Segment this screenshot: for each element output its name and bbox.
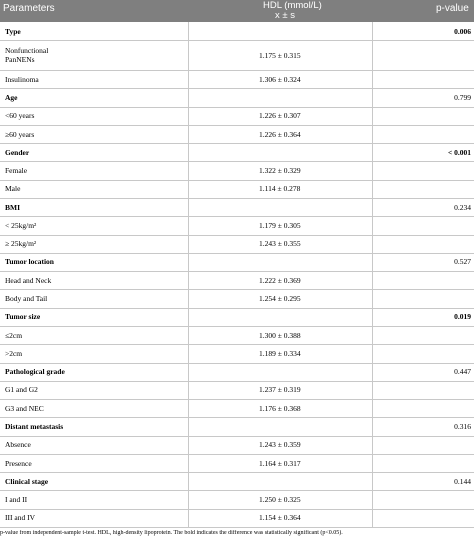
subgroup-label: Female [5, 166, 28, 176]
subgroup-label: III and IV [5, 513, 35, 523]
subgroup-label: Insulinoma [5, 74, 39, 84]
hdl-value: 1.243 ± 0.355 [259, 239, 301, 249]
column-divider [372, 436, 373, 454]
subgroup-label: < 25kg/m² [5, 220, 37, 230]
table-row [0, 125, 474, 143]
table-group-row [0, 472, 474, 490]
column-divider [188, 180, 189, 198]
table-group-row [0, 308, 474, 326]
column-divider [372, 235, 373, 253]
table-row [0, 235, 474, 253]
subgroup-label: <60 years [5, 111, 35, 121]
hdl-value: 1.243 ± 0.359 [259, 440, 301, 450]
p-value: 0.006 [454, 26, 471, 36]
column-divider [188, 326, 189, 344]
subgroup-label: Presence [5, 458, 32, 468]
column-divider [188, 289, 189, 307]
column-divider [372, 216, 373, 234]
column-divider [372, 180, 373, 198]
table-group-row [0, 88, 474, 106]
column-divider [188, 381, 189, 399]
column-divider [372, 454, 373, 472]
table-row [0, 454, 474, 472]
column-divider [188, 253, 189, 271]
column-divider [188, 399, 189, 417]
column-divider [372, 399, 373, 417]
table-group-row [0, 22, 474, 40]
p-value: 0.019 [454, 312, 471, 322]
column-divider [372, 509, 373, 527]
subgroup-label: Absence [5, 440, 31, 450]
column-divider [372, 88, 373, 106]
hdl-value: 1.175 ± 0.315 [259, 50, 301, 60]
group-label: Clinical stage [5, 476, 49, 486]
table-group-row [0, 143, 474, 161]
column-divider [188, 198, 189, 216]
table-group-row [0, 253, 474, 271]
column-divider [188, 490, 189, 508]
subgroup-label: ≥60 years [5, 129, 35, 139]
header-hdl: HDL (mmol/L) [263, 0, 322, 11]
p-value: 0.234 [454, 202, 471, 212]
table-row [0, 381, 474, 399]
column-divider [372, 40, 373, 70]
table-row [0, 180, 474, 198]
column-divider [372, 472, 373, 490]
group-label: BMI [5, 202, 20, 212]
group-label: Gender [5, 147, 30, 157]
p-value: 0.144 [454, 476, 471, 486]
hdl-value: 1.164 ± 0.317 [259, 458, 301, 468]
column-divider [188, 454, 189, 472]
hdl-value: 1.114 ± 0.278 [259, 184, 301, 194]
table-row [0, 107, 474, 125]
subgroup-label: G1 and G2 [5, 385, 38, 395]
column-divider [188, 22, 189, 40]
table-row [0, 436, 474, 454]
column-divider [188, 125, 189, 143]
p-value: 0.799 [454, 92, 471, 102]
column-divider [372, 344, 373, 362]
hdl-value: 1.222 ± 0.369 [259, 275, 301, 285]
subgroup-label: G3 and NEC [5, 403, 44, 413]
subgroup-label: Nonfunctional PanNENs [5, 46, 49, 65]
subgroup-label: >2cm [5, 348, 23, 358]
table-row [0, 509, 474, 527]
column-divider [188, 216, 189, 234]
table-header [0, 0, 474, 22]
group-label: Distant metastasis [5, 421, 64, 431]
table-row [0, 271, 474, 289]
column-divider [372, 289, 373, 307]
column-divider [188, 509, 189, 527]
header-parameters: Parameters [3, 3, 55, 14]
column-divider [372, 70, 373, 88]
p-value: < 0.001 [447, 147, 471, 157]
column-divider [188, 70, 189, 88]
column-divider [188, 143, 189, 161]
table-row [0, 326, 474, 344]
group-label: Type [5, 26, 21, 36]
group-label: Tumor size [5, 312, 41, 322]
column-divider [188, 161, 189, 179]
table-footnote: p-value from independent-sample t-test. HDL, high-density lipoprotein. The bold indicates the difference was statistically significant (p<0.05). [0, 530, 343, 536]
group-label: Pathological grade [5, 367, 65, 377]
hdl-value: 1.179 ± 0.305 [259, 220, 301, 230]
table-row [0, 344, 474, 362]
hdl-value: 1.237 ± 0.319 [259, 385, 301, 395]
subgroup-label: ≥ 25kg/m² [5, 239, 37, 249]
column-divider [372, 381, 373, 399]
p-value: 0.447 [454, 367, 471, 377]
group-label: Tumor location [5, 257, 54, 267]
hdl-value: 1.306 ± 0.324 [259, 74, 301, 84]
subgroup-label: Body and Tail [5, 294, 48, 304]
hdl-value: 1.226 ± 0.307 [259, 111, 301, 121]
table-group-row [0, 198, 474, 216]
column-divider [188, 40, 189, 70]
column-divider [372, 107, 373, 125]
table-row [0, 216, 474, 234]
column-divider [372, 490, 373, 508]
column-divider [372, 125, 373, 143]
column-divider [372, 417, 373, 435]
p-value: 0.316 [454, 421, 471, 431]
column-divider [372, 271, 373, 289]
table-row [0, 289, 474, 307]
hdl-value: 1.254 ± 0.295 [259, 294, 301, 304]
header-hdl-unit: x ± s [275, 9, 295, 21]
column-divider [188, 363, 189, 381]
p-value: 0.527 [454, 257, 471, 267]
table-row [0, 40, 474, 70]
column-divider [188, 235, 189, 253]
subgroup-label: I and II [5, 495, 28, 505]
column-divider [188, 88, 189, 106]
column-divider [372, 198, 373, 216]
column-divider [372, 253, 373, 271]
subgroup-label: Head and Neck [5, 275, 52, 285]
column-divider [372, 326, 373, 344]
subgroup-label: Male [5, 184, 21, 194]
hdl-value: 1.250 ± 0.325 [259, 495, 301, 505]
hdl-value: 1.226 ± 0.364 [259, 129, 301, 139]
table-row [0, 399, 474, 417]
column-divider [372, 143, 373, 161]
column-divider [188, 436, 189, 454]
column-divider [372, 161, 373, 179]
group-label: Age [5, 92, 18, 102]
column-divider [188, 271, 189, 289]
column-divider [188, 472, 189, 490]
hdl-value: 1.176 ± 0.368 [259, 403, 301, 413]
subgroup-label: ≤2cm [5, 330, 23, 340]
column-divider [372, 22, 373, 40]
table-group-row [0, 417, 474, 435]
hdl-value: 1.189 ± 0.334 [259, 348, 301, 358]
hdl-value: 1.154 ± 0.364 [259, 513, 301, 523]
hdl-value: 1.322 ± 0.329 [259, 166, 301, 176]
table-row [0, 70, 474, 88]
table-row [0, 161, 474, 179]
column-divider [188, 417, 189, 435]
column-divider [188, 308, 189, 326]
row-divider [0, 527, 474, 528]
column-divider [188, 344, 189, 362]
hdl-value: 1.300 ± 0.388 [259, 330, 301, 340]
header-pvalue: p-value [436, 3, 469, 14]
table-group-row [0, 363, 474, 381]
column-divider [188, 107, 189, 125]
column-divider [372, 363, 373, 381]
column-divider [372, 308, 373, 326]
table-row [0, 490, 474, 508]
